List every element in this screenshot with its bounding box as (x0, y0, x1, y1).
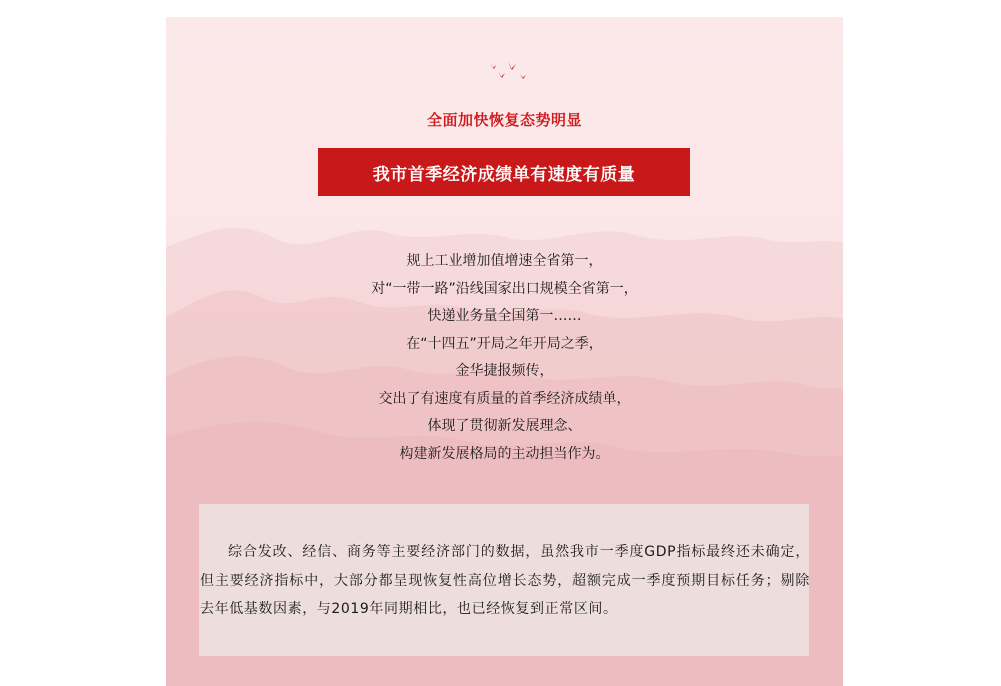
intro-line: 体现了贯彻新发展理念、 (427, 418, 582, 434)
flying-birds-icon (484, 57, 534, 83)
intro-line: 在“十四五”开局之年开局之季， (406, 335, 603, 352)
intro-line: 对“一带一路”沿线国家出口规模全省第一， (371, 280, 638, 297)
intro-line: 交出了有速度有质量的首季经济成绩单， (378, 390, 631, 407)
intro-paragraph (166, 248, 843, 468)
intro-line: 规上工业增加值增速全省第一， (406, 253, 603, 269)
intro-line: 快递业务量全国第一…… (427, 308, 582, 324)
intro-line: 构建新发展格局的主动担当作为。 (399, 445, 610, 462)
section-title-banner (318, 148, 690, 196)
intro-line: 金华捷报频传， (455, 363, 554, 379)
section-title: 我市首季经济成绩单有速度有质量 (372, 164, 636, 185)
section-subtitle: 全面加快恢复态势明显 (426, 111, 582, 129)
article-panel (166, 17, 843, 686)
summary-paragraph: 综合发改、经信、商务等主要经济部门的数据，虽然我市一季度GDP指标最终还未确定，但主要经济指标中，大部分都呈现恢复性高位增长态势，超额完成一季度预期目标任务；剔除去年低基数因素，与2019年同期相比，也已经恢复到正常区间。 (200, 544, 810, 617)
